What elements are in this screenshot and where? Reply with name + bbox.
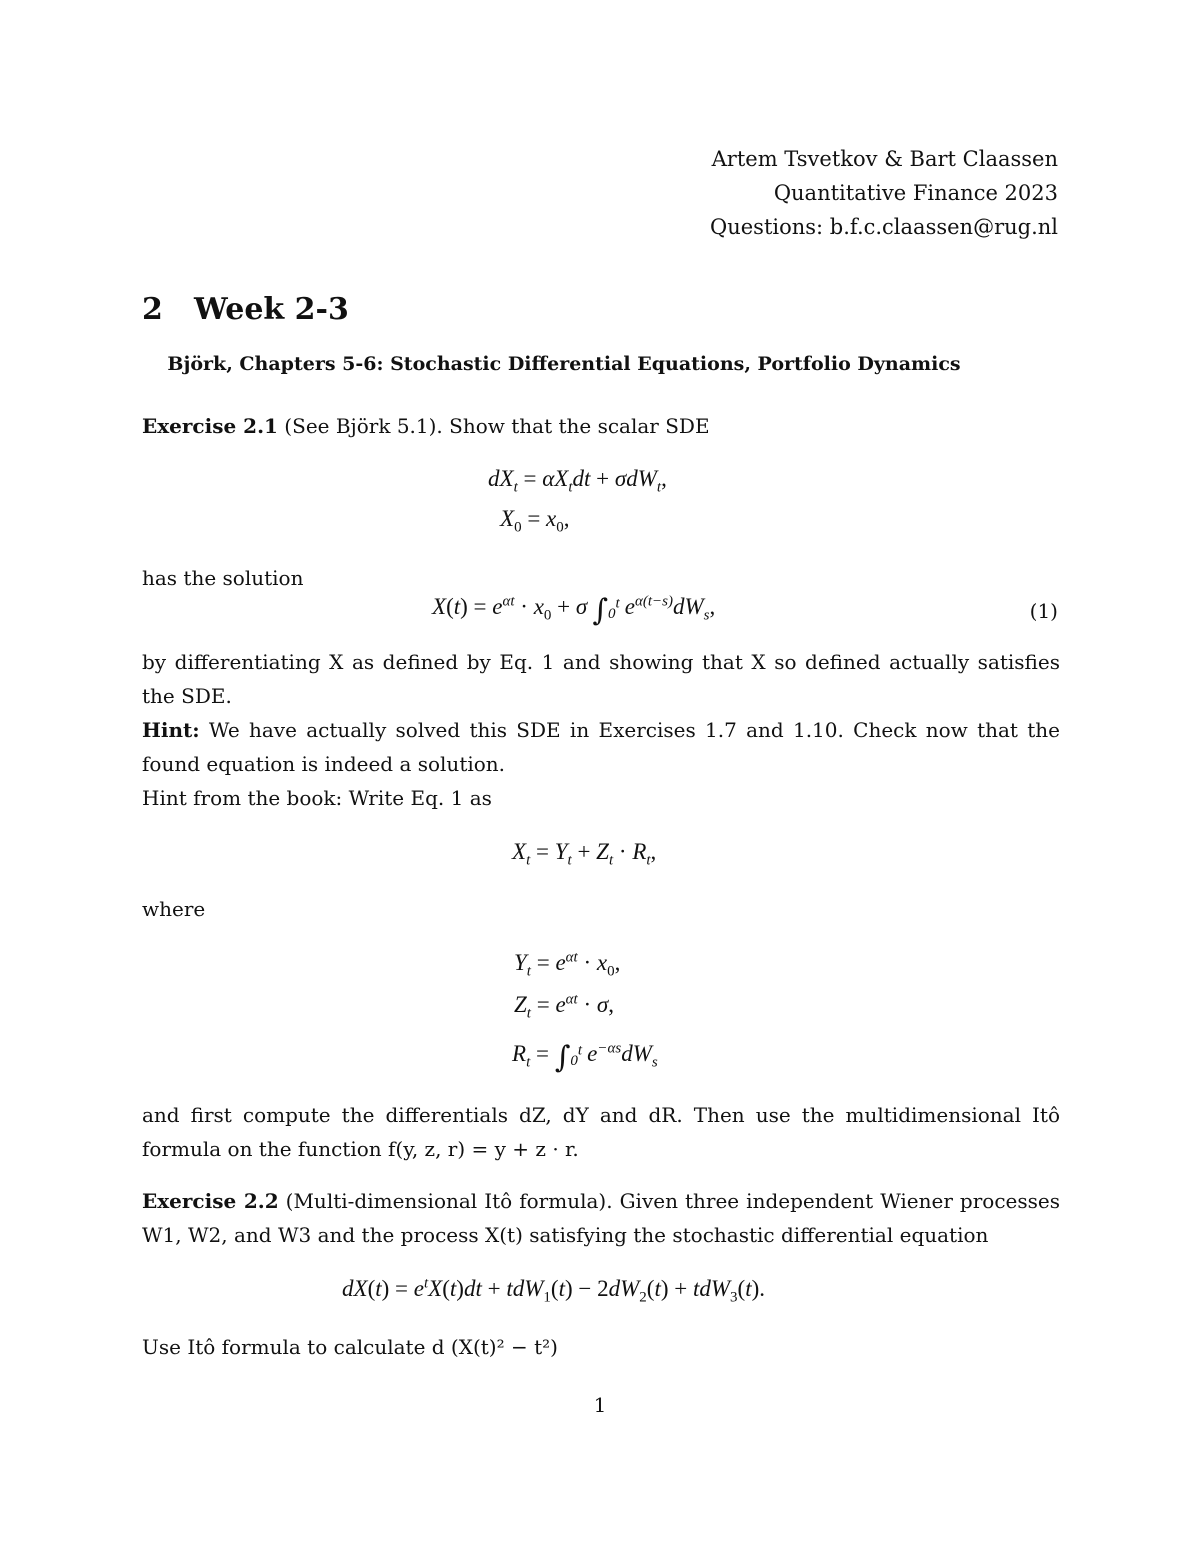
z-definition: $Z_t = e^{\alpha t} \cdot \sigma$,	[514, 991, 614, 1022]
then-text: and first compute the differentials dZ, dY and dR. Then use the multidimensional Itô formula on the function f(y, z, r) = y + z · r.	[142, 1103, 1060, 1161]
solution-equation: $X(t) = e^{\alpha t} \cdot x_0 + \sigma$ $\int_0^t$ $e^{\alpha(t-s)}dW_s$,	[432, 593, 716, 628]
exercise-2-2-intro	[142, 1184, 1060, 1252]
sde-equation-line-2: $X_0 = x_0$,	[500, 506, 570, 536]
r-definition: $R_t = \int_0^t$ $e^{-\alpha s}dW_s$	[512, 1040, 658, 1075]
where-text: where	[142, 897, 206, 921]
section-subtitle: Björk, Chapters 5-6: Stochastic Differential Equations, Portfolio Dynamics	[167, 353, 961, 375]
section-heading	[142, 292, 349, 327]
book-hint-text: Hint from the book: Write Eq. 1 as	[142, 786, 492, 810]
hint-label: Hint:	[142, 718, 200, 742]
exercise-2-2-intro-text: (Multi-dimensional Itô formula). Given three independent Wiener processes W1, W2, and W3 and the process X(t) satisfying the stochastic differential equation	[142, 1189, 1061, 1247]
hint-paragraph	[142, 713, 1060, 781]
section-title: Week 2-3	[194, 292, 349, 327]
page-number: 1	[593, 1393, 607, 1417]
section-number: 2	[142, 292, 163, 327]
exercise-2-1-label: Exercise 2.1	[142, 414, 278, 438]
hint-text: We have actually solved this SDE in Exercises 1.7 and 1.10. Check now that the found equation is indeed a solution.	[142, 718, 1060, 776]
exercise-2-2-task: Use Itô formula to calculate d (X(t)² − t²)	[142, 1335, 558, 1359]
header-block	[710, 142, 1058, 244]
sde-equation-line-1: $dX_t = \alpha X_tdt + \sigma dW_t$,	[488, 466, 667, 496]
header-authors: Artem Tsvetkov & Bart Claassen	[711, 147, 1058, 171]
exercise-2-1-intro	[142, 409, 1060, 443]
has-solution-text: has the solution	[142, 566, 304, 590]
header-contact: Questions: b.f.c.claassen@rug.nl	[710, 215, 1058, 239]
multi-sde-equation: $dX(t) = e^tX(t)dt + tdW_1(t) - 2dW_2(t) + tdW_3(t)$.	[342, 1275, 766, 1306]
exercise-2-2-label: Exercise 2.2	[142, 1189, 279, 1213]
by-differentiating-text: by differentiating X as defined by Eq. 1 and showing that X so defined actually satisfies the SDE.	[142, 650, 1060, 708]
decomposition-equation: $X_t = Y_t + Z_t \cdot R_t$,	[512, 839, 657, 869]
equation-number: (1)	[1029, 599, 1058, 623]
header-course: Quantitative Finance 2023	[773, 181, 1058, 205]
exercise-2-1-intro-text: (See Björk 5.1). Show that the scalar SDE	[277, 414, 710, 438]
y-definition: $Y_t = e^{\alpha t} \cdot x_0$,	[514, 949, 621, 980]
